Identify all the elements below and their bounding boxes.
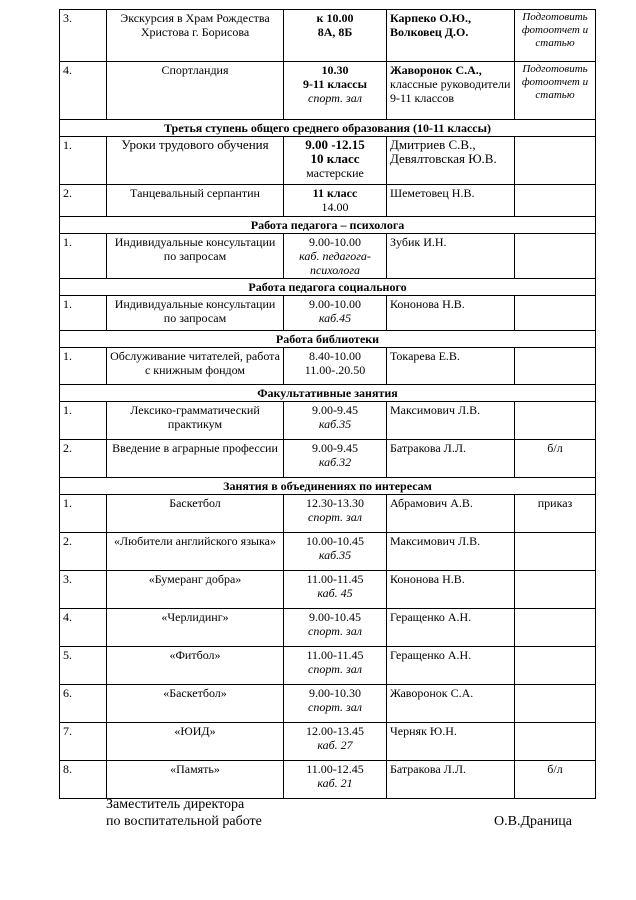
row-number: 2. <box>60 533 107 571</box>
row-number: 1. <box>60 234 107 279</box>
time-value: 8.40-10.00 <box>309 349 361 363</box>
time-value: 9.00-9.45 <box>312 403 358 417</box>
responsible: Кононова Н.В. <box>387 296 515 331</box>
responsible: Карпеко О.Ю., Волковец Д.О. <box>387 10 515 62</box>
table-row <box>60 685 596 723</box>
responsible: Геращенко А.Н. <box>387 609 515 647</box>
responsible: Шеметовец Н.В. <box>387 185 515 217</box>
time-cell <box>284 440 387 478</box>
responsible-others: классные руководители 9-11 классов <box>390 77 511 105</box>
class-value: 8А, 8Б <box>317 25 353 39</box>
time-value: 9.00 -12.15 <box>305 137 365 152</box>
time-cell <box>284 402 387 440</box>
section-row <box>60 478 596 495</box>
schedule-table <box>59 9 596 799</box>
time-value: 11.00-11.45 <box>306 572 364 586</box>
section-row <box>60 120 596 137</box>
time-cell <box>284 533 387 571</box>
row-number: 1. <box>60 495 107 533</box>
section-title: Факультативные занятия <box>60 385 596 402</box>
event-name: Уроки трудового обучения <box>107 137 284 185</box>
note <box>515 234 596 279</box>
table-row <box>60 609 596 647</box>
place-value: каб.32 <box>318 455 352 469</box>
event-name: «Память» <box>107 761 284 799</box>
place-value: каб.35 <box>318 548 352 562</box>
section-title: Третья ступень общего среднего образования (10-11 классы) <box>60 120 596 137</box>
place-value: каб. 27 <box>317 738 353 752</box>
responsible <box>387 62 515 120</box>
place-value: каб. 45 <box>317 586 353 600</box>
section-title: Работа библиотеки <box>60 331 596 348</box>
table-row <box>60 185 596 217</box>
note: приказ <box>515 495 596 533</box>
row-number: 2. <box>60 185 107 217</box>
place-value: спорт. зал <box>308 700 362 714</box>
section-row <box>60 331 596 348</box>
time-value: 9.00-10.00 <box>309 235 361 249</box>
note <box>515 137 596 185</box>
time-cell <box>284 571 387 609</box>
signature-name: О.В.Драница <box>494 814 572 829</box>
section-row <box>60 279 596 296</box>
event-name: Введение в аграрные профессии <box>107 440 284 478</box>
row-number: 1. <box>60 296 107 331</box>
time-cell <box>284 137 387 185</box>
time-cell <box>284 10 387 62</box>
event-name: «ЮИД» <box>107 723 284 761</box>
row-number: 1. <box>60 137 107 185</box>
place-value: спорт. зал <box>308 91 362 105</box>
time-value: к 10.00 <box>316 11 354 25</box>
note <box>515 723 596 761</box>
time-cell <box>284 685 387 723</box>
signature-title-line-2: по воспитательной работе <box>106 814 262 829</box>
place-value: спорт. зал <box>308 624 362 638</box>
row-number: 6. <box>60 685 107 723</box>
note: б/л <box>515 440 596 478</box>
class-value: 10 класс <box>310 151 360 166</box>
row-number: 4. <box>60 62 107 120</box>
place-value: спорт. зал <box>308 662 362 676</box>
note <box>515 571 596 609</box>
row-number: 4. <box>60 609 107 647</box>
event-name: Индивидуальные консультации по запросам <box>107 234 284 279</box>
event-name: «Фитбол» <box>107 647 284 685</box>
section-title: Работа педагога – психолога <box>60 217 596 234</box>
event-name: «Любители английского языка» <box>107 533 284 571</box>
table-row <box>60 440 596 478</box>
time-value: 12.00-13.45 <box>306 724 364 738</box>
row-number: 7. <box>60 723 107 761</box>
section-title: Занятия в объединениях по интересам <box>60 478 596 495</box>
responsible: Зубик И.Н. <box>387 234 515 279</box>
time-value: 9.00-10.30 <box>309 686 361 700</box>
time-cell <box>284 761 387 799</box>
place-value: каб. 21 <box>317 776 353 790</box>
time-cell <box>284 723 387 761</box>
event-name: Танцевальный серпантин <box>107 185 284 217</box>
event-name: Спортландия <box>107 62 284 120</box>
time-cell <box>284 495 387 533</box>
responsible: Кононова Н.В. <box>387 571 515 609</box>
time-value: 10.30 <box>321 63 349 77</box>
event-name: «Бумеранг добра» <box>107 571 284 609</box>
row-number: 8. <box>60 761 107 799</box>
place-value: спорт. зал <box>308 510 362 524</box>
table-row <box>60 348 596 385</box>
event-name: Лексико-грамматический практикум <box>107 402 284 440</box>
time-value: 14.00 <box>321 200 349 214</box>
table-row <box>60 533 596 571</box>
time-cell <box>284 348 387 385</box>
time-value: 9.00-10.00 <box>309 297 361 311</box>
time-cell <box>284 296 387 331</box>
event-name: Экскурсия в Храм Рождества Христова г. Борисова <box>107 10 284 62</box>
table-row <box>60 571 596 609</box>
row-number: 3. <box>60 10 107 62</box>
responsible: Дмитриев С.В., Девялтовская Ю.В. <box>387 137 515 185</box>
place-value: каб. педагога-психолога <box>299 249 371 277</box>
note <box>515 533 596 571</box>
section-row <box>60 385 596 402</box>
responsible: Геращенко А.Н. <box>387 647 515 685</box>
responsible-lead: Жаворонок С.А., <box>390 63 482 77</box>
note <box>515 647 596 685</box>
event-name: Обслуживание читателей, работа с книжным фондом <box>107 348 284 385</box>
table-row <box>60 234 596 279</box>
class-value: 9-11 классы <box>302 77 367 91</box>
time-cell <box>284 62 387 120</box>
note <box>515 685 596 723</box>
time-value: 9.00-10.45 <box>309 610 361 624</box>
class-value: 11 класс <box>312 186 358 200</box>
note <box>515 402 596 440</box>
row-number: 2. <box>60 440 107 478</box>
row-number: 5. <box>60 647 107 685</box>
time-value: 12.30-13.30 <box>306 496 364 510</box>
place-value: каб.35 <box>318 417 352 431</box>
responsible: Максимович Л.В. <box>387 402 515 440</box>
responsible: Максимович Л.В. <box>387 533 515 571</box>
event-name: Индивидуальные консультации по запросам <box>107 296 284 331</box>
event-name: «Баскетбол» <box>107 685 284 723</box>
row-number: 1. <box>60 402 107 440</box>
row-number: 1. <box>60 348 107 385</box>
note <box>515 185 596 217</box>
table-row <box>60 495 596 533</box>
table-row <box>60 647 596 685</box>
time-cell <box>284 234 387 279</box>
section-row <box>60 217 596 234</box>
note <box>515 296 596 331</box>
table-row <box>60 137 596 185</box>
event-name: Баскетбол <box>107 495 284 533</box>
note: Подготовить фотоотчет и статью <box>515 62 596 120</box>
note <box>515 609 596 647</box>
responsible: Токарева Е.В. <box>387 348 515 385</box>
responsible: Абрамович А.В. <box>387 495 515 533</box>
time-value: 11.00-11.45 <box>306 648 364 662</box>
table-row <box>60 723 596 761</box>
signature-title-line-1: Заместитель директора <box>106 797 245 812</box>
table-row <box>60 402 596 440</box>
time-value: 11.00-12.45 <box>306 762 364 776</box>
place-value: мастерские <box>306 166 364 180</box>
time-cell <box>284 647 387 685</box>
note: Подготовить фотоотчет и статью <box>515 10 596 62</box>
section-title: Работа педагога социального <box>60 279 596 296</box>
place-value: каб.45 <box>318 311 352 325</box>
time-value: 9.00-9.45 <box>312 441 358 455</box>
table-row <box>60 761 596 799</box>
note: б/л <box>515 761 596 799</box>
table-row <box>60 296 596 331</box>
table-row <box>60 10 596 62</box>
time-value-2: 11.00-.20.50 <box>304 363 366 377</box>
time-cell <box>284 185 387 217</box>
time-cell <box>284 609 387 647</box>
note <box>515 348 596 385</box>
responsible: Батракова Л.Л. <box>387 440 515 478</box>
row-number: 3. <box>60 571 107 609</box>
responsible: Батракова Л.Л. <box>387 761 515 799</box>
time-value: 10.00-10.45 <box>306 534 364 548</box>
event-name: «Черлидинг» <box>107 609 284 647</box>
responsible: Жаворонок С.А. <box>387 685 515 723</box>
table-row <box>60 62 596 120</box>
responsible: Черняк Ю.Н. <box>387 723 515 761</box>
